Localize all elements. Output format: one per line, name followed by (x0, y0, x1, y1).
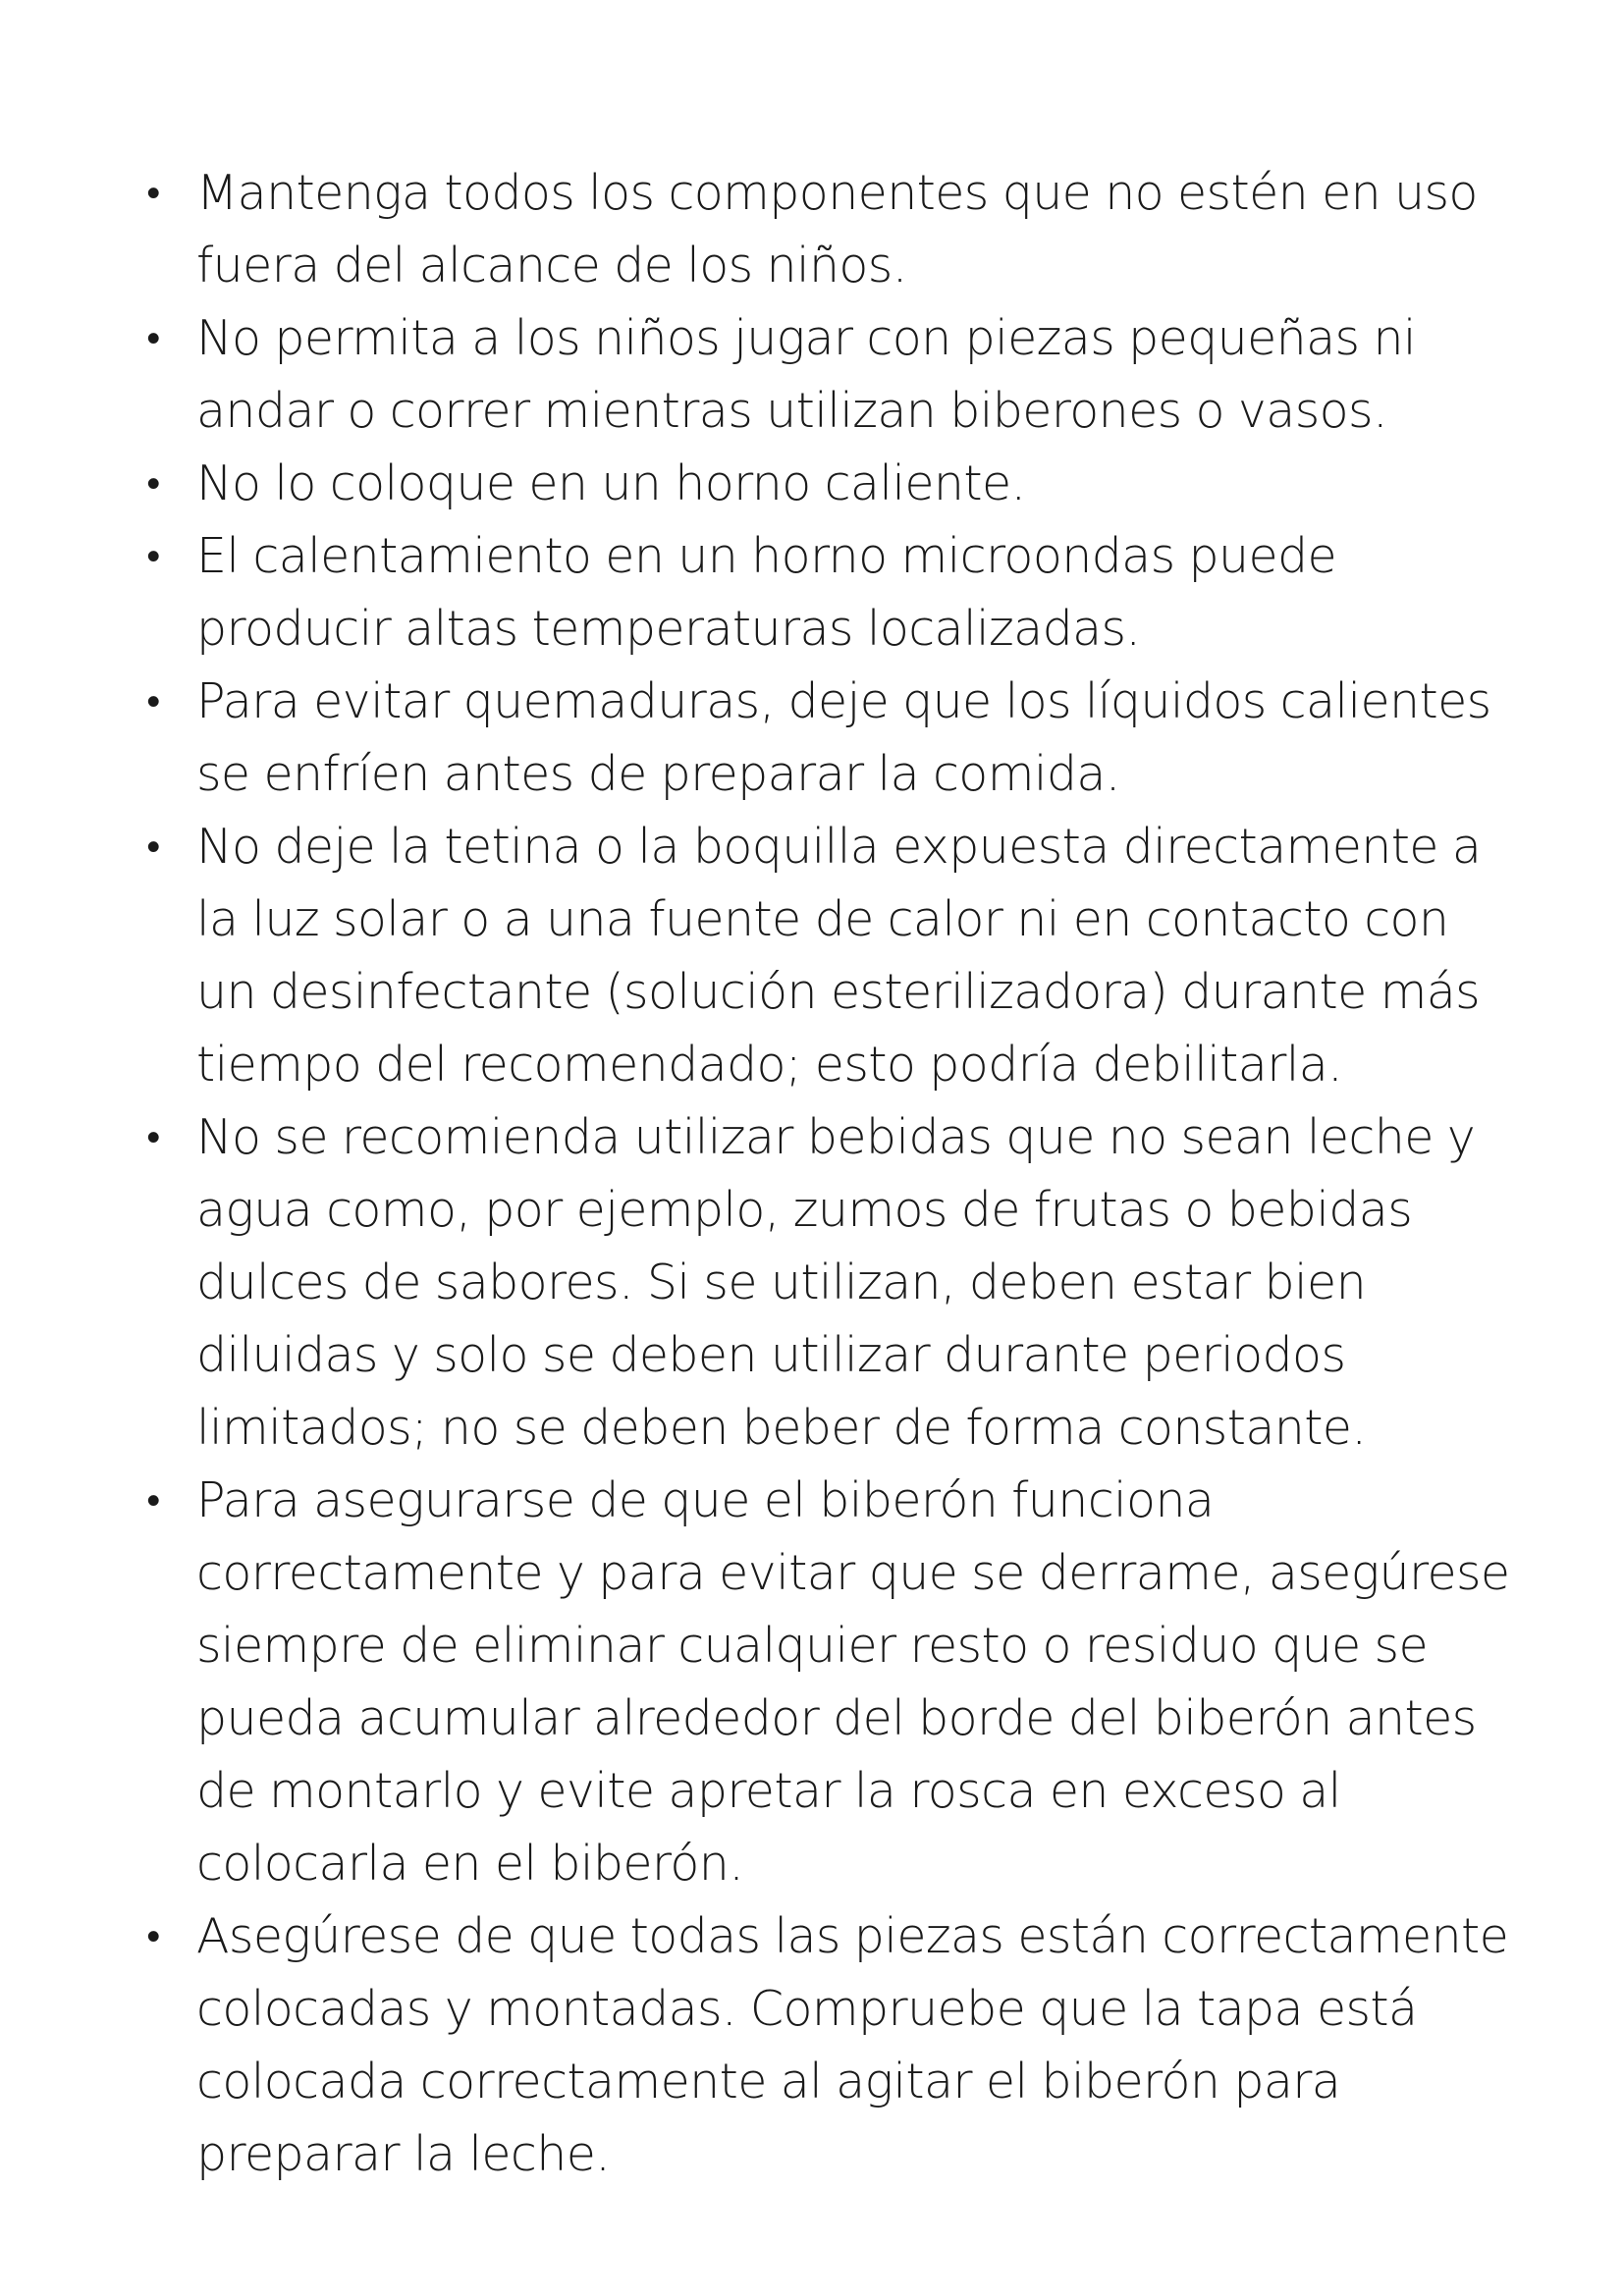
list-item (137, 1900, 1512, 2191)
bullet-icon: • (146, 1914, 160, 1959)
list-item (137, 666, 1512, 811)
bullet-icon: • (146, 461, 160, 507)
bullet-icon: • (146, 171, 160, 216)
list-item-text: El calentamiento en un horno microondas puede producir altas temperaturas localizadas. (196, 528, 1337, 657)
list-item-text: Mantenga todos los componentes que no estén en uso fuera del alcance de los niños. (196, 165, 1478, 294)
bullet-icon: • (146, 534, 160, 579)
bullet-icon: • (146, 316, 160, 361)
list-item-text: No se recomienda utilizar bebidas que no sean leche y agua como, por ejemplo, zumos de frutas o bebidas dulces de sabores. Si se utilizan, deben estar bien diluidas y solo se deben utilizar durante periodos limitados; no se deben beber de forma constante. (196, 1109, 1476, 1456)
list-item-text: No lo coloque en un horno caliente. (196, 455, 1026, 511)
list-item-text: Para evitar quemaduras, deje que los líquidos calientes se enfríen antes de preparar la comida. (196, 673, 1491, 802)
list-item (137, 1101, 1512, 1465)
list-item (137, 157, 1512, 302)
list-item (137, 448, 1512, 520)
bullet-icon: • (146, 825, 160, 870)
list-item-text: No deje la tetina o la boquilla expuesta directamente a la luz solar o a una fuente de calor ni en contacto con un desinfectante (solución esterilizadora) durante más tiempo del recomendado; esto podría debilitarla. (196, 819, 1482, 1093)
list-item (137, 1465, 1512, 1900)
list-item (137, 520, 1512, 666)
list-item (137, 302, 1512, 448)
list-item-text: Para asegurarse de que el biberón funciona correctamente y para evitar que se derrame, asegúrese siempre de eliminar cualquier resto o residuo que se pueda acumular alrededor del borde del biberón antes de montarlo y evite apretar la rosca en exceso al colocarla en el biberón. (196, 1472, 1510, 1892)
list-item-text: Asegúrese de que todas las piezas están correctamente colocadas y montadas. Compruebe que la tapa está colocada correctamente al agitar el biberón para preparar la leche. (196, 1908, 1509, 2182)
bullet-icon: • (146, 1115, 160, 1160)
list-item-text: No permita a los niños jugar con piezas pequeñas ni andar o correr mientras utilizan biberones o vasos. (196, 310, 1416, 439)
list-item (137, 811, 1512, 1101)
safety-warning-list (137, 157, 1512, 2191)
bullet-icon: • (146, 1478, 160, 1523)
bullet-icon: • (146, 679, 160, 724)
